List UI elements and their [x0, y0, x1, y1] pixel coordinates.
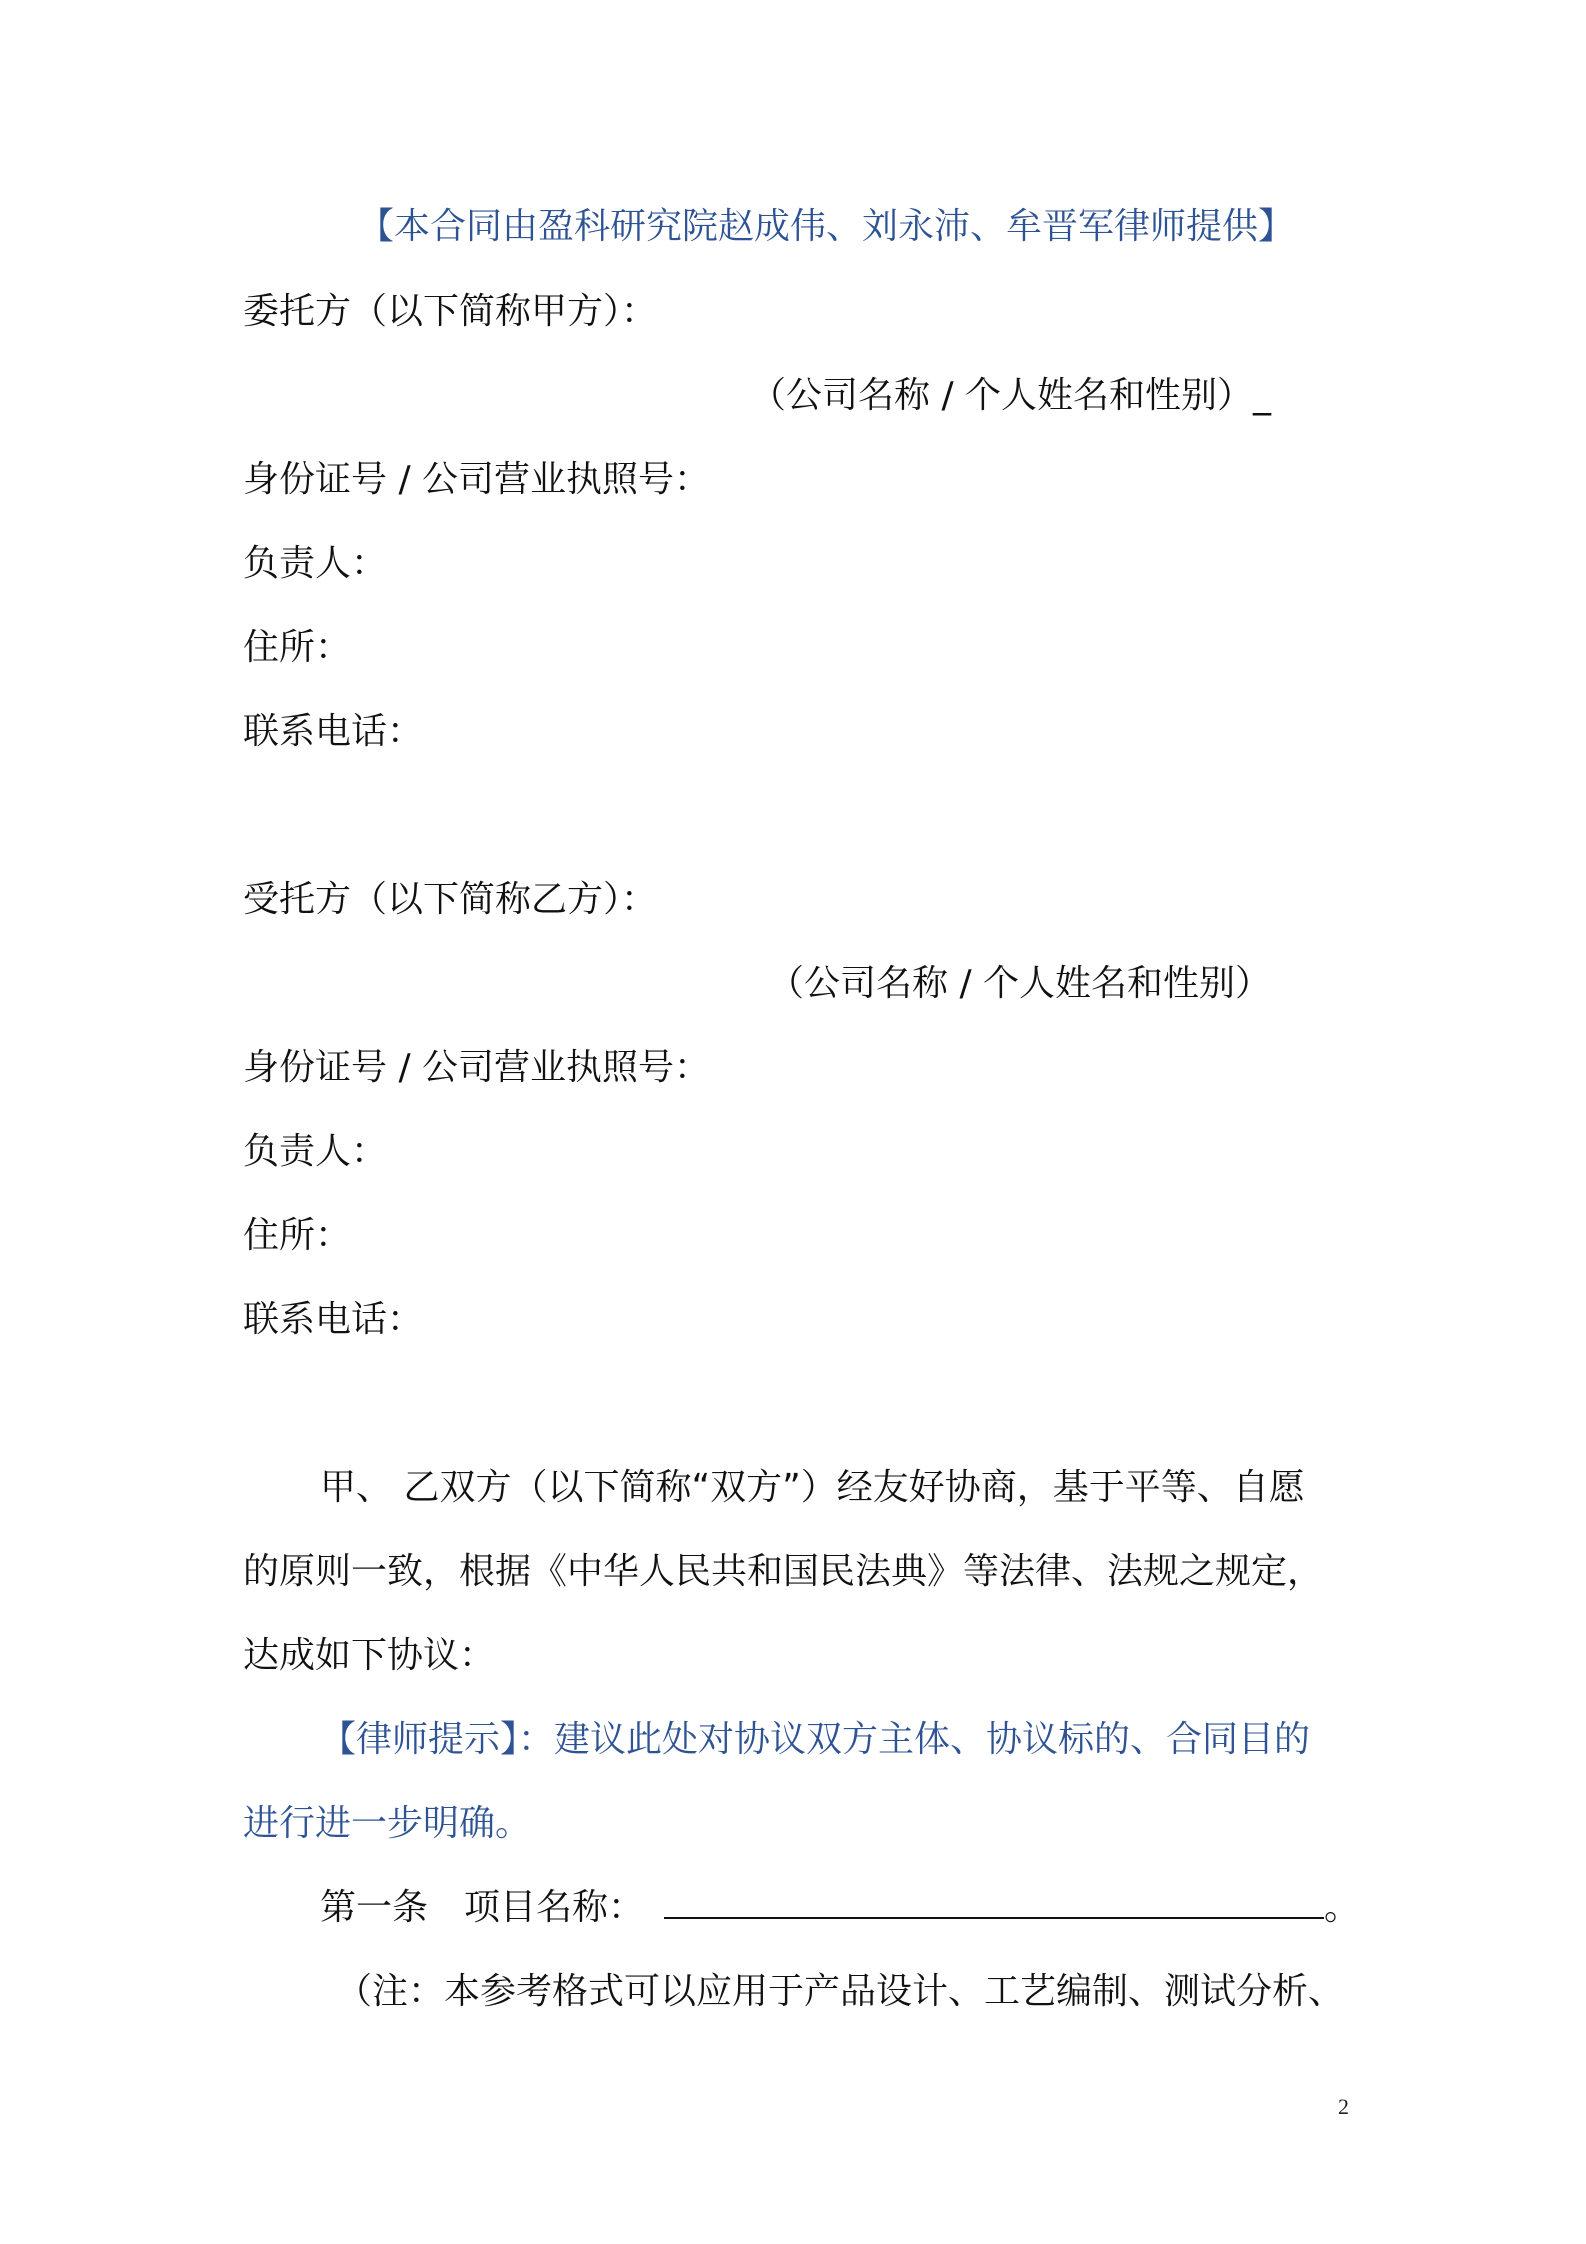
party-b-phone-label: 联系电话：: [243, 1299, 424, 1340]
article-1-period: 。: [1324, 1887, 1361, 1928]
party-a-id-label: 身份证号 / 公司营业执照号：: [243, 459, 711, 500]
party-b-title: 受托方（以下简称乙方）：: [243, 879, 658, 920]
party-a-responsible-label: 负责人：: [243, 543, 388, 584]
party-b-address-label: 住所：: [243, 1215, 352, 1256]
party-a-name-hint: （公司名称 / 个人姓名和性别）_: [750, 375, 1272, 416]
party-b-id-label: 身份证号 / 公司营业执照号：: [243, 1047, 711, 1088]
party-a-phone-label: 联系电话：: [243, 711, 424, 752]
party-a-title: 委托方（以下简称甲方）：: [243, 291, 658, 332]
intro-line-2: 的原则一致，根据《中华人民共和国民法典》等法律、法规之规定，: [243, 1551, 1324, 1592]
intro-line-3: 达成如下协议：: [243, 1635, 496, 1676]
lawyer-tip-line-2: 进行进一步明确。: [243, 1803, 532, 1844]
intro-line-1: 甲、 乙双方（以下简称“双方”）经友好协商，基于平等、自愿: [320, 1467, 1305, 1508]
article-1-label: 第一条 项目名称：: [320, 1887, 645, 1928]
party-a-address-label: 住所：: [243, 627, 352, 668]
note-line: （注：本参考格式可以应用于产品设计、工艺编制、测试分析、: [336, 1971, 1345, 2012]
project-name-blank: [664, 1887, 1324, 1919]
lawyer-tip-line-1: 【律师提示】：建议此处对协议双方主体、协议标的、合同目的: [320, 1719, 1311, 1760]
party-b-responsible-label: 负责人：: [243, 1131, 388, 1172]
party-b-name-hint: （公司名称 / 个人姓名和性别）: [768, 963, 1272, 1004]
page-number: 2: [1338, 2094, 1349, 2119]
header-note: 【本合同由盈科研究院赵成伟、刘永沛、牟晋军律师提供】: [358, 206, 1295, 247]
article-1-project-name: [320, 1886, 1360, 1930]
